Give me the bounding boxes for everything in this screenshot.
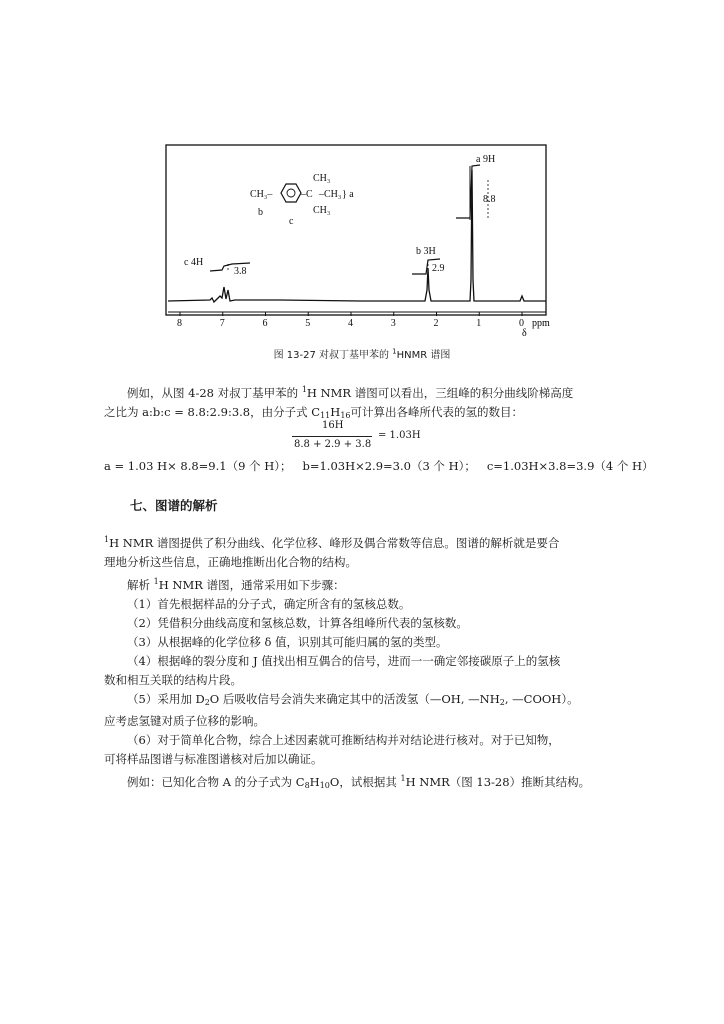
paragraph-spectrum-analysis: $^1$H NMR 谱图提供了积分曲线、化学位移、峰形及偶合常数等信息。图谱的解析就是要合 理地分析这些信息，正确地推断出化合物的结构。 解析 $^1$H NMR 谱图，通常采用如下步骤： （1）首先根据样品的分子式，确定所含有的氢核总数。 （2）凭借积分曲线高度和氢核总数，计算各组峰所代表的氢核数。 （3）从根据峰的化学位移 δ 值，识别其可能归属的氢的类型。 （4）根据峰的裂分度和 J 值找出相互偶合的信号，进而一一确定邻接碳原子上的氢核 数和相互关联的结构片段。 （5）采用加 $D_2O$ 后吸收信号会消失来确定其中的活泼氢（—OH, $—NH_2$, —COOH）。 应考虑氢键对质子位移的影响。 （6）对于简单化合物，综合上述因素就可推断结构并对结论进行核对。对于已知物， 可将样品图谱与标准图谱核对后加以确证。 例如：已知化合物 A 的分子式为 $C_8H_{10}O$，试根据其 $^1$H NMR（图 13-28）推断其结构。 [104, 530, 624, 795]
integral-value-c: 3.8 [234, 266, 247, 277]
structure-label-a: } a [342, 189, 354, 200]
axis-tick-label: 3 [390, 318, 396, 329]
example-line: 例如：已知化合物 A 的分子式为 $C_8H_{10}O$，试根据其 $^1$H NMR（图 13-28）推断其结构。 [127, 774, 591, 790]
axis-tick-label: 7 [219, 318, 225, 329]
structure-carbon: –C [301, 189, 313, 200]
step-1: （1）首先根据样品的分子式，确定所含有的氢核总数。 [127, 597, 411, 611]
axis-delta: δ [522, 328, 527, 339]
hydrogen-count-calculation: a = 1.03 H× 8.8=9.1（9 个 H）； b=1.03H×2.9=3.0（3 个 H）； c=1.03H×3.8=3.9（4 个 H） [104, 459, 654, 473]
section-heading: 七、图谱的解析 [130, 498, 218, 513]
structure-label-c: c [289, 216, 294, 227]
tert-butyl-toluene-structure [250, 173, 354, 227]
axis-tick-label: 2 [433, 318, 439, 329]
step-2: （2）凭借积分曲线高度和氢核总数，计算各组峰所代表的氢核数。 [127, 616, 468, 630]
structure-ch3-right: –CH₃ [319, 189, 342, 200]
peak-label-b: b 3H [416, 246, 436, 257]
integral-value-b: 2.9 [432, 263, 445, 274]
peak-label-a: a 9H [476, 154, 496, 165]
axis-tick-label: 5 [305, 318, 311, 329]
paragraph-integral-example: 例如，从图 4-28 对叔丁基甲苯的 $^1$H NMR 谱图可以看出，三组峰的积分曲线阶梯高度 之比为 a:b:c = 8.8:2.9:3.8，由分子式 $C_{11}H_{16}$可计算出各峰所代表的氢的数目： [104, 385, 574, 420]
structure-ch3-bottom: CH₃ [313, 205, 331, 216]
step-5: （5）采用加 $D_2O$ 后吸收信号会消失来确定其中的活泼氢（—OH, $—NH_2$, —COOH）。 [127, 692, 579, 707]
axis-tick-label: 8 [177, 318, 182, 329]
axis-tick-label: 0 [519, 318, 524, 329]
integral-curve-a [456, 165, 480, 218]
fraction-equation: 16H 8.8 + 2.9 + 3.8 = 1.03H [294, 420, 421, 450]
structure-ch3-left: CH₃– [250, 189, 273, 200]
peak-label-c: c 4H [184, 257, 204, 268]
structure-ch3-top: CH₃ [313, 173, 331, 184]
step-4: （4）根据峰的裂分度和 J 值找出相互偶合的信号，进而一一确定邻接碳原子上的氢核 [127, 654, 561, 668]
axis-tick-label: 1 [476, 318, 482, 329]
step-6: （6）对于简单化合物，综合上述因素就可推断结构并对结论进行核对。对于已知物， [127, 733, 560, 747]
spectrum-trace [168, 170, 546, 302]
figure-caption: 图 13-27 对叔丁基甲苯的 $^1$HNMR 谱图 [273, 347, 451, 361]
axis-tick-label: 4 [348, 318, 353, 329]
step-3: （3）从根据峰的化学位移 δ 值，识别其可能归属的氢的类型。 [127, 635, 448, 649]
axis-unit: ppm [532, 318, 550, 329]
integral-value-a: 8.8 [483, 194, 496, 205]
nmr-spectrum-figure [160, 140, 560, 340]
axis-tick-label: 6 [262, 318, 268, 329]
structure-label-b: b [258, 207, 263, 218]
